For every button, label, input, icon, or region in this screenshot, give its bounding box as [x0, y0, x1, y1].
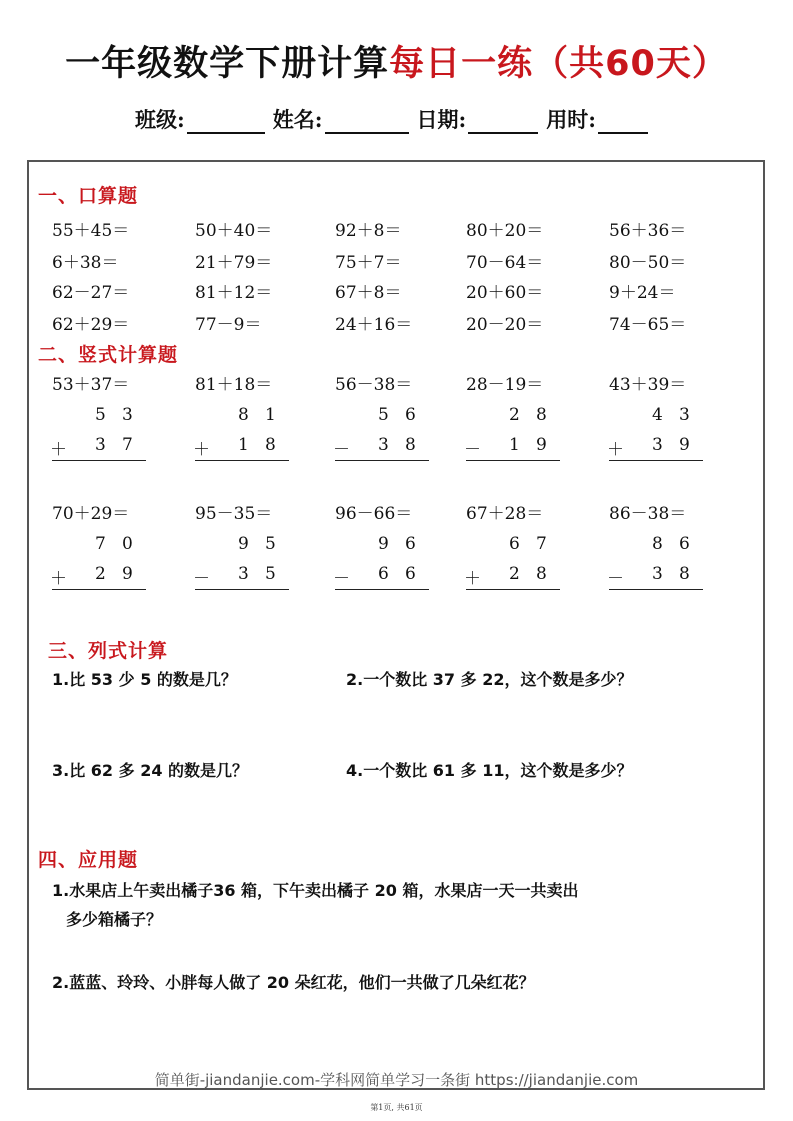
- vertical-problem-equation: 67＋28＝: [466, 504, 544, 524]
- page-number: 第1页, 共61页: [370, 1103, 423, 1112]
- answer-line[interactable]: [609, 460, 703, 461]
- field-label: 用时:: [546, 107, 597, 132]
- top-digit-ones: 3: [122, 405, 133, 425]
- oral-problem: 80＋20＝: [466, 221, 544, 241]
- top-digit-tens: 5: [95, 405, 106, 425]
- fill-in-blank[interactable]: [598, 112, 648, 134]
- field-label: 姓名:: [272, 107, 323, 132]
- question-4: 4.一个数比 61 多 11，这个数是多少？: [346, 761, 633, 780]
- operator-sign: －: [464, 440, 481, 460]
- title-highlight: 每日一练（共60天）: [389, 44, 728, 84]
- answer-line[interactable]: [609, 589, 703, 590]
- top-digit-ones: 6: [679, 534, 690, 554]
- answer-line[interactable]: [195, 589, 289, 590]
- bottom-digit-ones: 5: [265, 564, 276, 584]
- oral-problem: 62＋29＝: [52, 315, 130, 335]
- field-label: 日期:: [416, 107, 467, 132]
- answer-line[interactable]: [466, 460, 560, 461]
- bottom-digit-tens: 3: [378, 435, 389, 455]
- section-heading-expression: 三、列式计算: [48, 640, 169, 662]
- question-3: 3.比 62 多 24 的数是几？: [52, 761, 249, 780]
- title-main: 一年级数学下册计算: [65, 44, 390, 84]
- word-problem-2: 2.蓝蓝、玲玲、小胖每人做了 20 朵红花，他们一共做了几朵红花？: [52, 973, 535, 992]
- vertical-problem-equation: 96－66＝: [335, 504, 413, 524]
- vertical-problem-equation: 70＋29＝: [52, 504, 130, 524]
- top-digit-ones: 5: [265, 534, 276, 554]
- answer-line[interactable]: [466, 589, 560, 590]
- top-digit-tens: 4: [652, 405, 663, 425]
- bottom-digit-ones: 6: [405, 564, 416, 584]
- operator-sign: ＋: [607, 440, 624, 460]
- oral-problem: 62－27＝: [52, 283, 130, 303]
- operator-sign: ＋: [464, 569, 481, 589]
- top-digit-tens: 9: [378, 534, 389, 554]
- oral-problem: 20－20＝: [466, 315, 544, 335]
- top-digit-ones: 8: [536, 405, 547, 425]
- oral-problem: 80－50＝: [609, 253, 687, 273]
- top-digit-tens: 5: [378, 405, 389, 425]
- operator-sign: －: [193, 569, 210, 589]
- vertical-problem-equation: 81＋18＝: [195, 375, 273, 395]
- operator-sign: －: [333, 440, 350, 460]
- fill-in-blank[interactable]: [468, 112, 538, 134]
- answer-line[interactable]: [195, 460, 289, 461]
- oral-problem: 21＋79＝: [195, 253, 273, 273]
- bottom-digit-tens: 1: [238, 435, 249, 455]
- top-digit-ones: 1: [265, 405, 276, 425]
- top-digit-tens: 9: [238, 534, 249, 554]
- bottom-digit-tens: 3: [238, 564, 249, 584]
- bottom-digit-ones: 9: [679, 435, 690, 455]
- top-digit-tens: 6: [509, 534, 520, 554]
- question-1: 1.比 53 少 5 的数是几？: [52, 670, 237, 689]
- field-label: 班级:: [135, 107, 185, 132]
- bottom-digit-ones: 8: [405, 435, 416, 455]
- vertical-problem-equation: 86－38＝: [609, 504, 687, 524]
- bottom-digit-tens: 3: [652, 564, 663, 584]
- oral-problem: 55＋45＝: [52, 221, 130, 241]
- top-digit-ones: 7: [536, 534, 547, 554]
- oral-problem: 70－64＝: [466, 253, 544, 273]
- bottom-digit-ones: 8: [265, 435, 276, 455]
- oral-problem: 20＋60＝: [466, 283, 544, 303]
- top-digit-ones: 6: [405, 534, 416, 554]
- bottom-digit-ones: 7: [122, 435, 133, 455]
- bottom-digit-tens: 3: [95, 435, 106, 455]
- top-digit-tens: 7: [95, 534, 106, 554]
- oral-problem: 56＋36＝: [609, 221, 687, 241]
- oral-problem: 74－65＝: [609, 315, 687, 335]
- oral-problem: 9＋24＝: [609, 283, 676, 303]
- bottom-digit-tens: 3: [652, 435, 663, 455]
- word-problem-1-line2: 多少箱橘子？: [66, 910, 163, 929]
- bottom-digit-tens: 6: [378, 564, 389, 584]
- operator-sign: ＋: [50, 440, 67, 460]
- bottom-digit-ones: 8: [679, 564, 690, 584]
- word-problem-1-line1: 1.水果店上午卖出橘子36 箱，下午卖出橘子 20 箱，水果店一天一共卖出: [52, 881, 579, 900]
- oral-problem: 92＋8＝: [335, 221, 402, 241]
- page-title: [0, 36, 793, 86]
- student-info-row: [135, 104, 656, 134]
- operator-sign: ＋: [193, 440, 210, 460]
- section-heading-application: 四、应用题: [38, 849, 139, 871]
- oral-problem: 24＋16＝: [335, 315, 413, 335]
- top-digit-tens: 8: [652, 534, 663, 554]
- oral-problem: 50＋40＝: [195, 221, 273, 241]
- answer-line[interactable]: [52, 460, 146, 461]
- oral-problem: 67＋8＝: [335, 283, 402, 303]
- vertical-problem-equation: 56－38＝: [335, 375, 413, 395]
- top-digit-ones: 6: [405, 405, 416, 425]
- top-digit-ones: 0: [122, 534, 133, 554]
- top-digit-ones: 3: [679, 405, 690, 425]
- answer-line[interactable]: [335, 589, 429, 590]
- fill-in-blank[interactable]: [325, 112, 409, 134]
- bottom-digit-tens: 1: [509, 435, 520, 455]
- bottom-digit-ones: 9: [122, 564, 133, 584]
- vertical-problem-equation: 28－19＝: [466, 375, 544, 395]
- vertical-problem-equation: 95－35＝: [195, 504, 273, 524]
- vertical-problem-equation: 43＋39＝: [609, 375, 687, 395]
- fill-in-blank[interactable]: [187, 112, 265, 134]
- operator-sign: －: [333, 569, 350, 589]
- oral-problem: 75＋7＝: [335, 253, 402, 273]
- section-heading-oral: 一、口算题: [38, 185, 139, 207]
- bottom-digit-ones: 8: [536, 564, 547, 584]
- section-heading-vertical: 二、竖式计算题: [38, 344, 179, 366]
- answer-line[interactable]: [52, 589, 146, 590]
- bottom-digit-tens: 2: [509, 564, 520, 584]
- answer-line[interactable]: [335, 460, 429, 461]
- oral-problem: 6＋38＝: [52, 253, 119, 273]
- oral-problem: 77－9＝: [195, 315, 262, 335]
- top-digit-tens: 2: [509, 405, 520, 425]
- bottom-digit-ones: 9: [536, 435, 547, 455]
- bottom-digit-tens: 2: [95, 564, 106, 584]
- question-2: 2.一个数比 37 多 22，这个数是多少？: [346, 670, 633, 689]
- watermark: 简单街-jiandanjie.com-学科网简单学习一条街 https://jiandanjie.com: [154, 1071, 639, 1089]
- operator-sign: ＋: [50, 569, 67, 589]
- operator-sign: －: [607, 569, 624, 589]
- vertical-problem-equation: 53＋37＝: [52, 375, 130, 395]
- oral-problem: 81＋12＝: [195, 283, 273, 303]
- top-digit-tens: 8: [238, 405, 249, 425]
